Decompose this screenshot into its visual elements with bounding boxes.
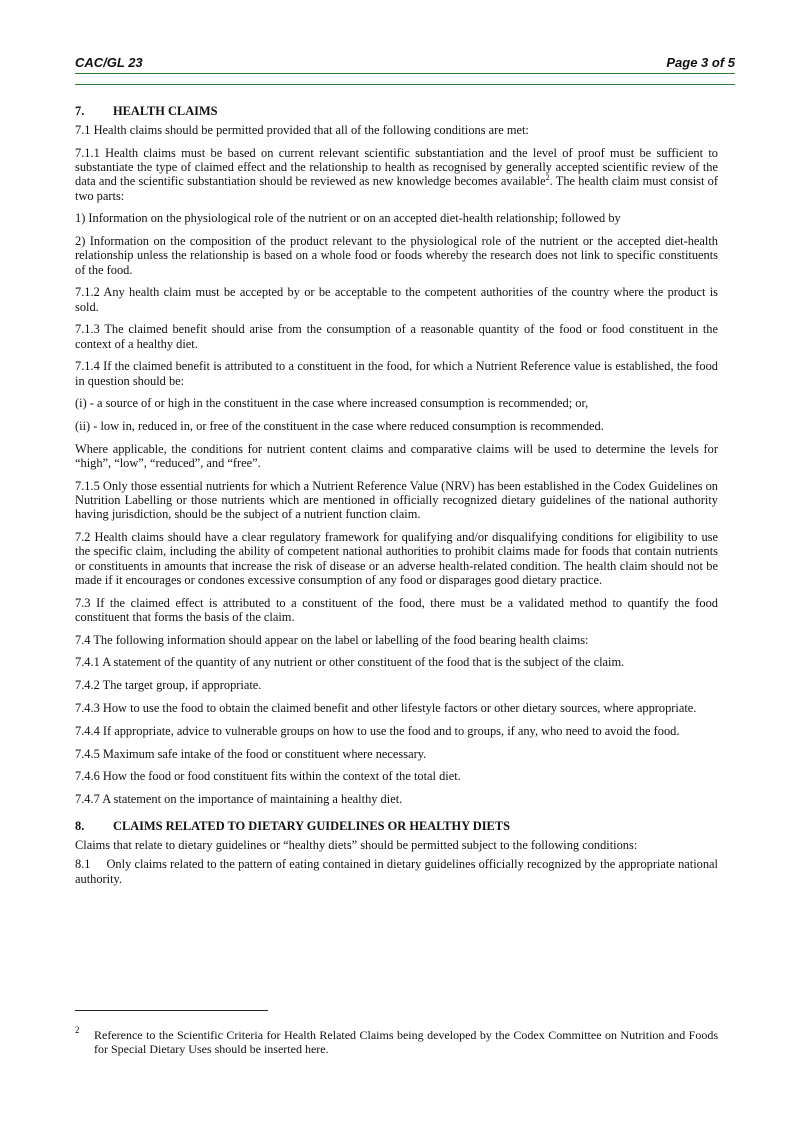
- paragraph: 7.3 If the claimed effect is attributed to a constituent of the food, there must be a validated method to quantify the food constituent that forms the basis of the claim.: [75, 595, 718, 624]
- paragraph: 7.1.4 If the claimed benefit is attributed to a constituent in the food, for which a Nutrient Reference value is established, the food in question should be:: [75, 359, 718, 388]
- section-number: 7.: [75, 104, 85, 118]
- footnote-marker: 2: [75, 1025, 80, 1035]
- header-rule-bottom: [75, 84, 735, 85]
- paragraph-text: 7.1.1 Health claims must be based on current relevant scientific substantiation and the level of proof must be sufficient to substantiate the type of claimed effect and the relationship to health as recognised by generally accepted scientific review of the data and the scientific substantiation should be reviewed as new knowledge becomes available: [75, 146, 718, 189]
- section-title: CLAIMS RELATED TO DIETARY GUIDELINES OR HEALTHY DIETS: [113, 818, 510, 833]
- paragraph-7-1-1: [75, 146, 718, 203]
- page-number: Page 3 of 5: [666, 55, 735, 70]
- page-header: [75, 56, 735, 70]
- paragraph: 7.2 Health claims should have a clear regulatory framework for qualifying and/or disqualifying conditions for eligibility to use the specific claim, including the ability of competent national authorities to prohibit claims made for foods that contain nutrients or constituents in amounts that increase the risk of disease or an adverse health-related condition. The health claim should not be made if it encourages or condones excessive consumption of any food or disparages good dietary practice.: [75, 530, 718, 587]
- paragraph: 7.4.2 The target group, if appropriate.: [75, 678, 262, 693]
- footnote-separator: [75, 1010, 268, 1011]
- paragraph: 8.1 Only claims related to the pattern of eating contained in dietary guidelines officially recognized by the appropriate national authority.: [75, 857, 722, 886]
- paragraph: 7.4.4 If appropriate, advice to vulnerable groups on how to use the food and to groups, if any, who need to avoid the food.: [75, 723, 680, 738]
- section-7-heading: [75, 104, 718, 118]
- paragraph: 7.1.3 The claimed benefit should arise from the consumption of a reasonable quantity of the food or food constituent in the context of a healthy diet.: [75, 322, 718, 351]
- paragraph: 7.4 The following information should appear on the label or labelling of the food bearing health claims:: [75, 632, 589, 647]
- footnote-text: Reference to the Scientific Criteria for Health Related Claims being developed by the Codex Committee on Nutrition and Foods for Special Dietary Uses should be inserted here.: [94, 1028, 718, 1056]
- page-body: [75, 104, 722, 894]
- paragraph: 7.1 Health claims should be permitted provided that all of the following conditions are met:: [75, 123, 529, 138]
- paragraph: 7.1.2 Any health claim must be accepted by or be acceptable to the competent authorities of the country where the product is sold.: [75, 285, 718, 314]
- footnote: [75, 1025, 718, 1056]
- paragraph: (ii) - low in, reduced in, or free of the constituent in the case where reduced consumption is recommended.: [75, 419, 604, 434]
- paragraph: 7.1.5 Only those essential nutrients for which a Nutrient Reference Value (NRV) has been established in the Codex Guidelines on Nutrition Labelling or those nutrients which are mentioned in officially recognized dietary guidelines of the national authority having jurisdiction, should be the subject of a nutrient function claim.: [75, 479, 718, 522]
- paragraph: Where applicable, the conditions for nutrient content claims and comparative claims will be used to determine the levels for “high”, “low”, “reduced”, and “free”.: [75, 442, 718, 471]
- paragraph: 2) Information on the composition of the product relevant to the physiological role of the nutrient or the accepted diet-health relationship unless the relationship is based on a whole food or foods whereby the research does not link to specific constituents of the food.: [75, 234, 718, 277]
- paragraph: (i) - a source of or high in the constituent in the case where increased consumption is recommended; or,: [75, 396, 589, 411]
- footnote-reference: 2: [545, 173, 550, 183]
- paragraph-text-tail: . The health claim must consist of two parts:: [75, 174, 719, 203]
- document-code: CAC/GL 23: [75, 55, 143, 70]
- paragraph: 1) Information on the physiological role of the nutrient or on an accepted diet-health relationship; followed by: [75, 211, 621, 226]
- paragraph: 7.4.3 How to use the food to obtain the claimed benefit and other lifestyle factors or other dietary sources, where appropriate.: [75, 701, 697, 715]
- header-rule-top: [75, 73, 735, 74]
- paragraph: 7.4.6 How the food or food constituent fits within the context of the total diet.: [75, 769, 461, 784]
- section-8-heading: [75, 819, 718, 833]
- paragraph: 7.4.1 A statement of the quantity of any nutrient or other constituent of the food that is the subject of the claim.: [75, 655, 625, 670]
- paragraph: Claims that relate to dietary guidelines or “healthy diets” should be permitted subject to the following conditions:: [75, 838, 638, 853]
- section-title: HEALTH CLAIMS: [113, 104, 218, 118]
- paragraph: 7.4.7 A statement on the importance of maintaining a healthy diet.: [75, 792, 403, 807]
- paragraph: 7.4.5 Maximum safe intake of the food or constituent where necessary.: [75, 746, 427, 761]
- section-number: 8.: [75, 818, 85, 833]
